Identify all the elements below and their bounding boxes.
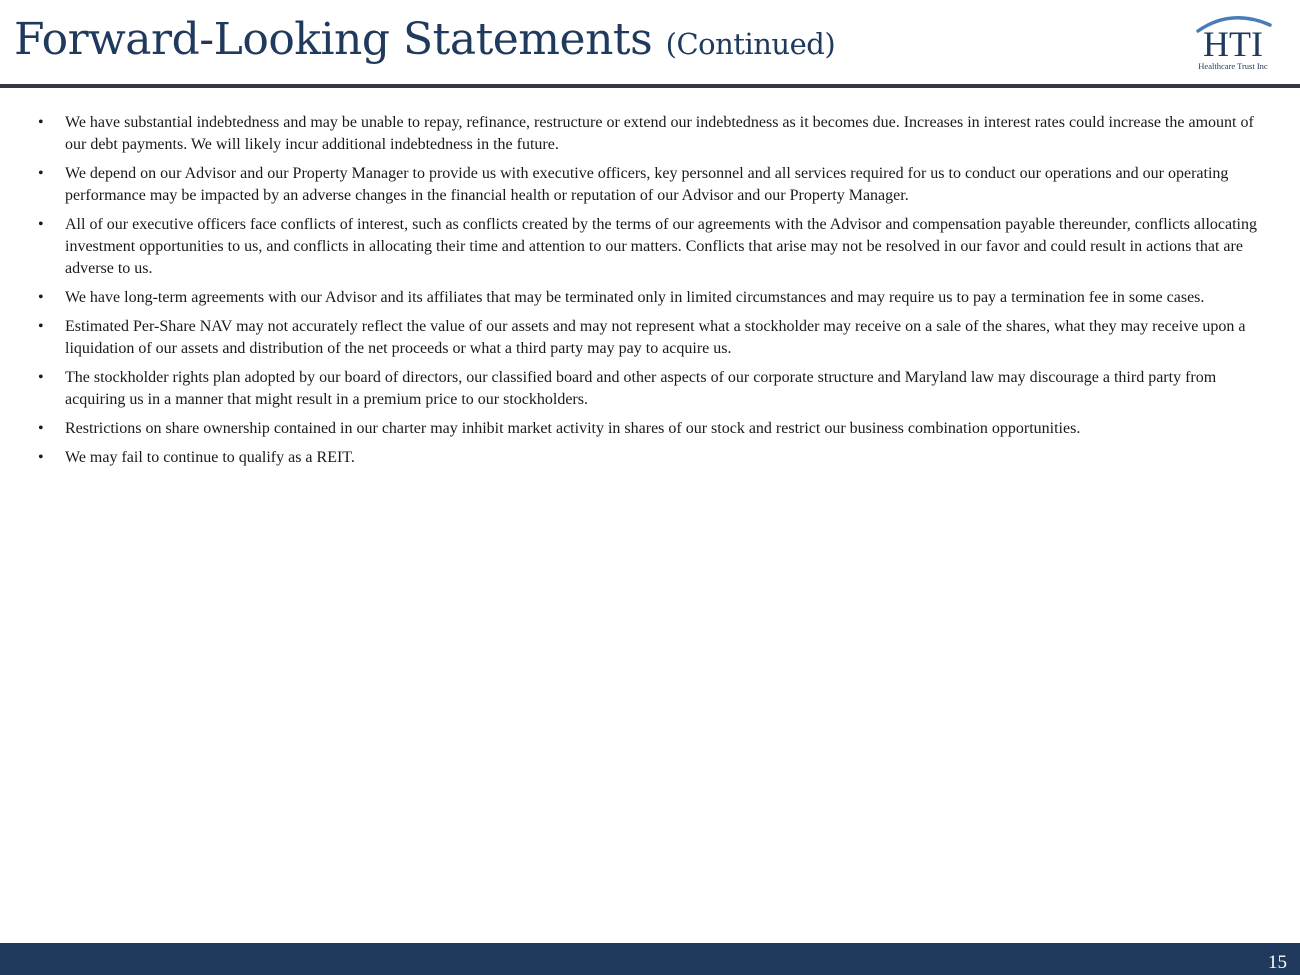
title-main: Forward-Looking Statements — [14, 14, 653, 65]
bullet-item: • We have long-term agreements with our Advisor and its affiliates that may be terminated only in limited circumstances and may require us to pay a termination fee in some cases. — [38, 287, 1268, 309]
bullet-item: • Estimated Per-Share NAV may not accurately reflect the value of our assets and may not represent what a stockholder may receive on a sale of the shares, what they may receive upon a liquidation of our assets and distribution of the net proceeds or what a third party may pay to acquire us. — [38, 316, 1268, 360]
hti-logo — [1176, 12, 1286, 74]
bullet-list — [38, 112, 1268, 476]
footer-bar — [0, 943, 1300, 975]
bullet-item: • Restrictions on share ownership contained in our charter may inhibit market activity in shares of our stock and restrict our business combination opportunities. — [38, 418, 1268, 440]
bullet-item: • We depend on our Advisor and our Property Manager to provide us with executive officers, key personnel and all services required for us to conduct our operations and our operating performance may be impacted by an adverse changes in the financial health or reputation of our Advisor and our Property Manager. — [38, 163, 1268, 207]
header-divider — [0, 84, 1300, 88]
page-title — [14, 14, 835, 65]
title-continued: (Continued) — [665, 27, 836, 61]
bullet-item: • We may fail to continue to qualify as a REIT. — [38, 447, 1268, 469]
logo-mark: HTI — [1203, 24, 1263, 64]
bullet-item: • The stockholder rights plan adopted by our board of directors, our classified board and other aspects of our corporate structure and Maryland law may discourage a third party from acquiring us in a manner that might result in a premium price to our stockholders. — [38, 367, 1268, 411]
logo-tagline: Healthcare Trust Inc — [1198, 61, 1268, 71]
page-number: 15 — [1268, 952, 1287, 973]
bullet-item: • We have substantial indebtedness and may be unable to repay, refinance, restructure or extend our indebtedness as it becomes due. Increases in interest rates could increase the amount of our debt payments. We will likely incur additional indebtedness in the future. — [38, 112, 1268, 156]
bullet-item: • All of our executive officers face conflicts of interest, such as conflicts created by the terms of our agreements with the Advisor and compensation payable thereunder, conflicts allocating investment opportunities to us, and conflicts in allocating their time and attention to our matters. Conflicts that arise may not be resolved in our favor and could result in actions that are adverse to us. — [38, 214, 1268, 280]
